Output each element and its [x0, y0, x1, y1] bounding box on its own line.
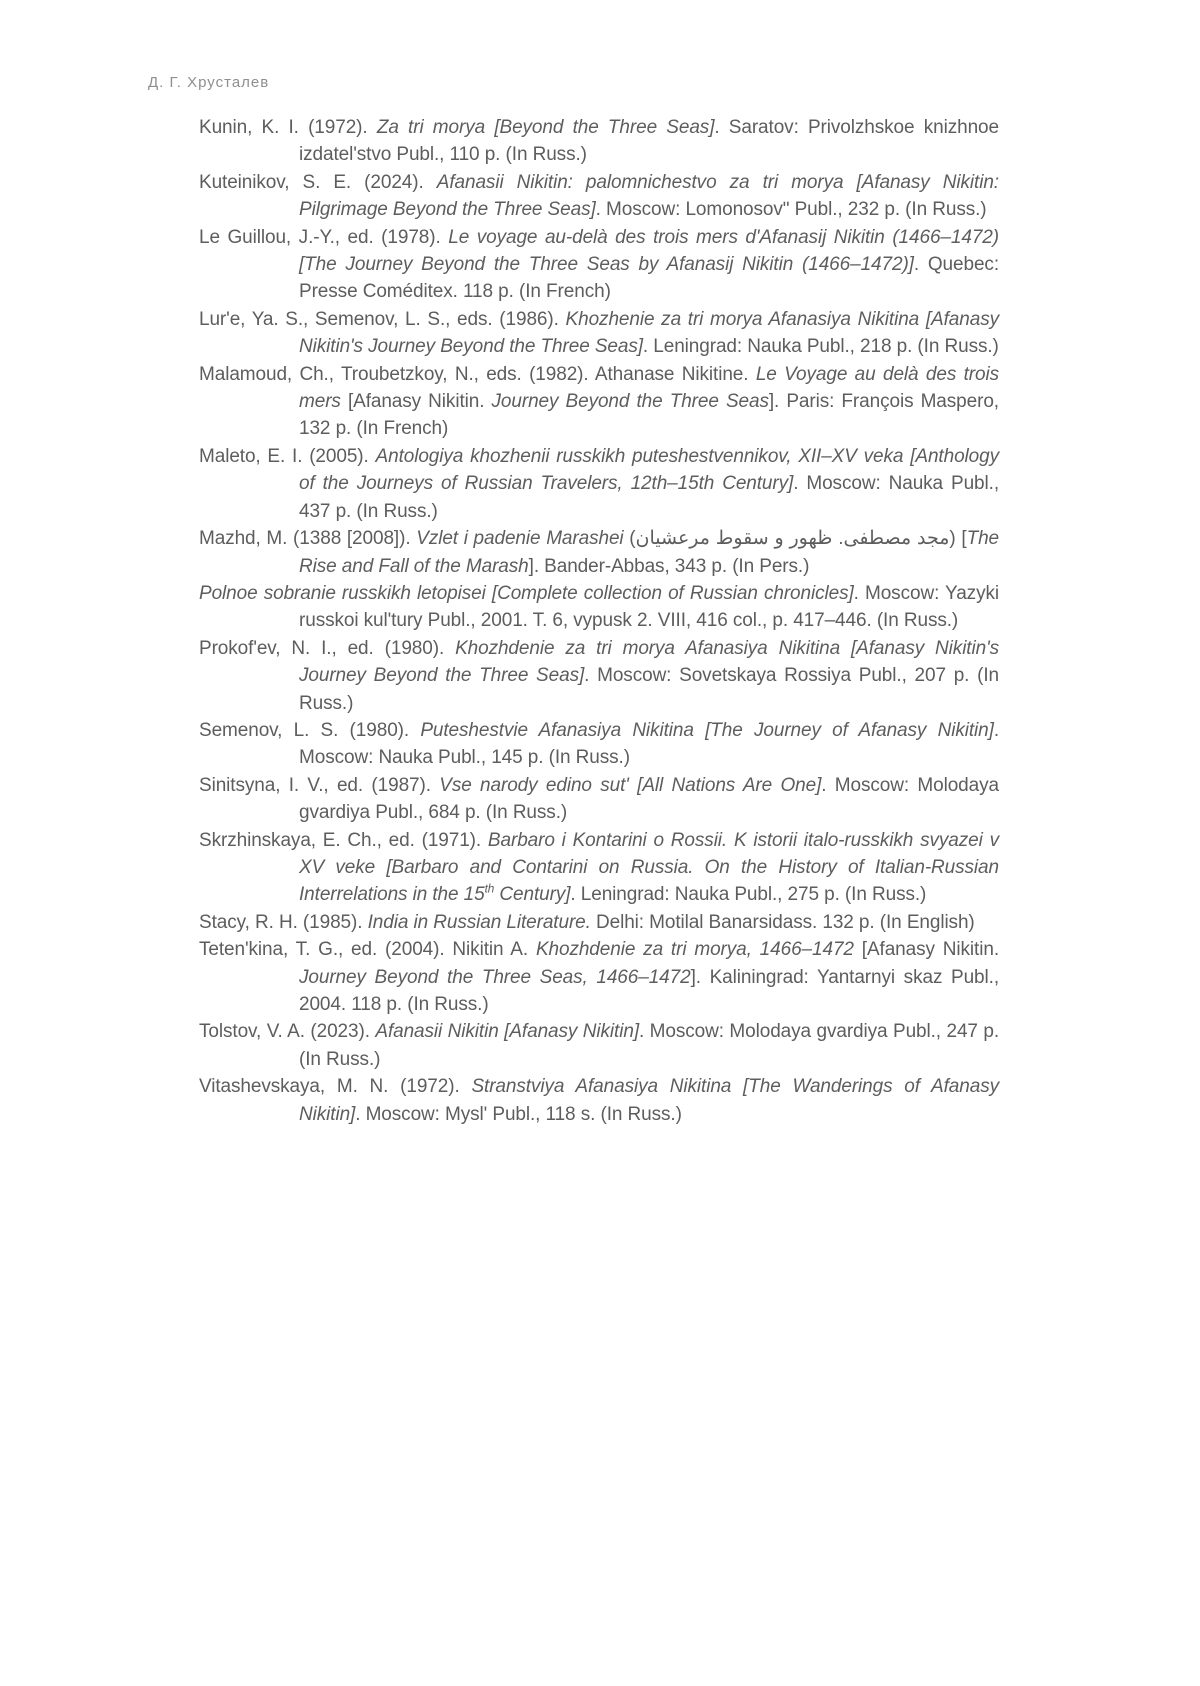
- entry-text-segment: The Rise and Fall of the Marash: [299, 528, 1000, 577]
- entry-text-segment: . Leningrad: Nauka Publ., 275 p. (In Russ.): [570, 884, 927, 906]
- entry-text-segment: . Moscow: Mysl' Publ., 118 s. (In Russ.): [355, 1103, 682, 1125]
- entry-text-segment: Vse narody edino sut' [All Nations Are One]: [439, 774, 822, 796]
- entry-text-segment: . Moscow: Nauka Publ., 437 p. (In Russ.): [299, 473, 999, 522]
- bibliography-entry: [199, 525, 999, 580]
- entry-text-segment: Century]: [494, 884, 571, 906]
- bibliography-entry: [199, 827, 999, 909]
- bibliography-entry: [199, 1018, 999, 1073]
- entry-text-segment: Journey Beyond the Three Seas: [491, 391, 769, 413]
- entry-text-segment: Khozhenie za tri morya Afanasiya Nikitina [Afanasy Nikitin's Journey Beyond the Three Seas]: [299, 308, 999, 358]
- entry-text-segment: ]. Kaliningrad: Yantarnyi skaz Publ., 2004. 118 p. (In Russ.): [299, 966, 999, 1015]
- entry-text-segment: Le Guillou, J.-Y., ed. (1978).: [199, 226, 449, 248]
- entry-text-segment: (مجد مصطفی. ظهور و سقوط مرعشیان) [: [623, 528, 967, 550]
- entry-text-segment: . Moscow: Molodaya gvardiya Publ., 247 p. (In Russ.): [299, 1021, 1000, 1070]
- bibliography-entry: [199, 169, 999, 224]
- entry-text-segment: Za tri morya [Beyond the Three Seas]: [376, 117, 715, 138]
- entry-text-segment: Le Voyage au delà des trois mers: [299, 363, 999, 413]
- bibliography-entry: [199, 306, 999, 361]
- entry-text-segment: . Leningrad: Nauka Publ., 218 p. (In Russ.): [642, 336, 999, 358]
- running-header: Д. Г. Хрусталев: [148, 74, 270, 91]
- bibliography-entry: [199, 224, 999, 306]
- entry-text-segment: Afanasii Nikitin [Afanasy Nikitin]: [375, 1021, 640, 1043]
- entry-text-segment: Stacy, R. H. (1985).: [199, 911, 368, 933]
- bibliography-entry: [199, 443, 999, 525]
- entry-text-segment: Vzlet i padenie Marashei: [416, 528, 624, 550]
- bibliography-entry: [199, 114, 999, 169]
- bibliography-entry: [199, 635, 999, 717]
- entry-text-segment: Barbaro i Kontarini o Rossii. K istorii italo-russkikh svyazei v XV veke [Barbaro and Contarini on Russia. On the History of Italian-Russian Interrelations in the 15: [299, 829, 999, 906]
- entry-text-segment: . Moscow: Molodaya gvardiya Publ., 684 p. (In Russ.): [299, 774, 999, 824]
- entry-text-segment: th: [484, 883, 495, 897]
- entry-text-segment: . Saratov: Privolzhskoe knizhnoe izdatel'stvo Publ., 110 p. (In Russ.): [299, 117, 999, 166]
- entry-text-segment: [Afanasy Nikitin.: [853, 939, 999, 961]
- bibliography-entry: [199, 909, 999, 936]
- entry-text-segment: Lur'e, Ya. S., Semenov, L. S., eds. (1986).: [199, 308, 566, 330]
- entry-text-segment: Le voyage au-delà des trois mers d'Afanasij Nikitin (1466–1472) [The Journey Beyond the Three Seas by Afanasij Nikitin (1466–1472)]: [299, 226, 999, 276]
- bibliography-entry: [199, 580, 999, 635]
- entry-text-segment: [Afanasy Nikitin.: [340, 391, 492, 413]
- entry-text-segment: . Moscow: Sovetskaya Rossiya Publ., 207 p. (In Russ.): [299, 665, 999, 714]
- entry-text-segment: ]. Paris: François Maspero, 132 p. (In French): [299, 391, 999, 440]
- entry-text-segment: Skrzhinskaya, E. Ch., ed. (1971).: [199, 829, 488, 851]
- entry-text-segment: Sinitsyna, I. V., ed. (1987).: [199, 774, 440, 796]
- entry-text-segment: Khozhdenie za tri morya, 1466–1472: [535, 939, 854, 961]
- bibliography-entry: [199, 717, 999, 772]
- bibliography-list: [199, 114, 999, 1128]
- entry-text-segment: Delhi: Motilal Banarsidass. 132 p. (In English): [590, 911, 975, 933]
- bibliography-entry: [199, 1073, 999, 1128]
- bibliography-entry: [199, 772, 999, 827]
- entry-text-segment: Prokof'ev, N. I., ed. (1980).: [199, 637, 456, 659]
- entry-text-segment: Malamoud, Ch., Troubetzkoy, N., eds. (1982). Athanase Nikitine.: [199, 363, 756, 385]
- entry-text-segment: Tolstov, V. A. (2023).: [199, 1021, 376, 1043]
- entry-text-segment: Puteshestvie Afanasiya Nikitina [The Journey of Afanasy Nikitin]: [420, 719, 994, 741]
- entry-text-segment: ]. Bander-Abbas, 343 p. (In Pers.): [528, 555, 810, 577]
- entry-text-segment: Mazhd, M. (1388 [2008]).: [199, 528, 417, 550]
- entry-text-segment: Semenov, L. S. (1980).: [199, 719, 421, 741]
- entry-text-segment: Teten'kina, T. G., ed. (2004). Nikitin A.: [199, 939, 536, 961]
- entry-text-segment: India in Russian Literature.: [367, 911, 591, 933]
- entry-text-segment: . Quebec: Presse Coméditex. 118 p. (In French): [299, 254, 999, 303]
- entry-text-segment: Kunin, K. I. (1972).: [199, 117, 377, 138]
- bibliography-entry: [199, 936, 999, 1018]
- entry-text-segment: Afanasii Nikitin: palomnichestvo za tri morya [Afanasy Nikitin: Pilgrimage Beyond the Three Seas]: [299, 171, 999, 221]
- entry-text-segment: Polnoe sobranie russkikh letopisei [Complete collection of Russian chronicles]: [199, 582, 854, 604]
- entry-text-segment: Stranstviya Afanasiya Nikitina [The Wanderings of Afanasy Nikitin]: [299, 1076, 1000, 1125]
- entry-text-segment: Journey Beyond the Three Seas, 1466–1472: [299, 966, 691, 988]
- entry-text-segment: Kuteinikov, S. E. (2024).: [199, 171, 437, 193]
- entry-text-segment: Khozhdenie za tri morya Afanasiya Nikitina [Afanasy Nikitin's Journey Beyond the Three Seas]: [299, 637, 1000, 687]
- entry-text-segment: . Moscow: Yazyki russkoi kul'tury Publ., 2001. T. 6, vypusk 2. VIII, 416 col., p. 417–446. (In Russ.): [299, 582, 999, 632]
- entry-text-segment: Maleto, E. I. (2005).: [199, 445, 376, 467]
- bibliography-entry: [199, 361, 999, 443]
- entry-text-segment: . Moscow: Nauka Publ., 145 p. (In Russ.): [299, 719, 999, 769]
- entry-text-segment: Vitashevskaya, M. N. (1972).: [199, 1076, 472, 1098]
- entry-text-segment: Antologiya khozhenii russkikh puteshestvennikov, XII–XV veka [Anthology of the Journeys of Russian Travelers, 12th–15th Century]: [299, 445, 999, 495]
- entry-text-segment: . Moscow: Lomonosovʺ Publ., 232 p. (In Russ.): [595, 199, 987, 221]
